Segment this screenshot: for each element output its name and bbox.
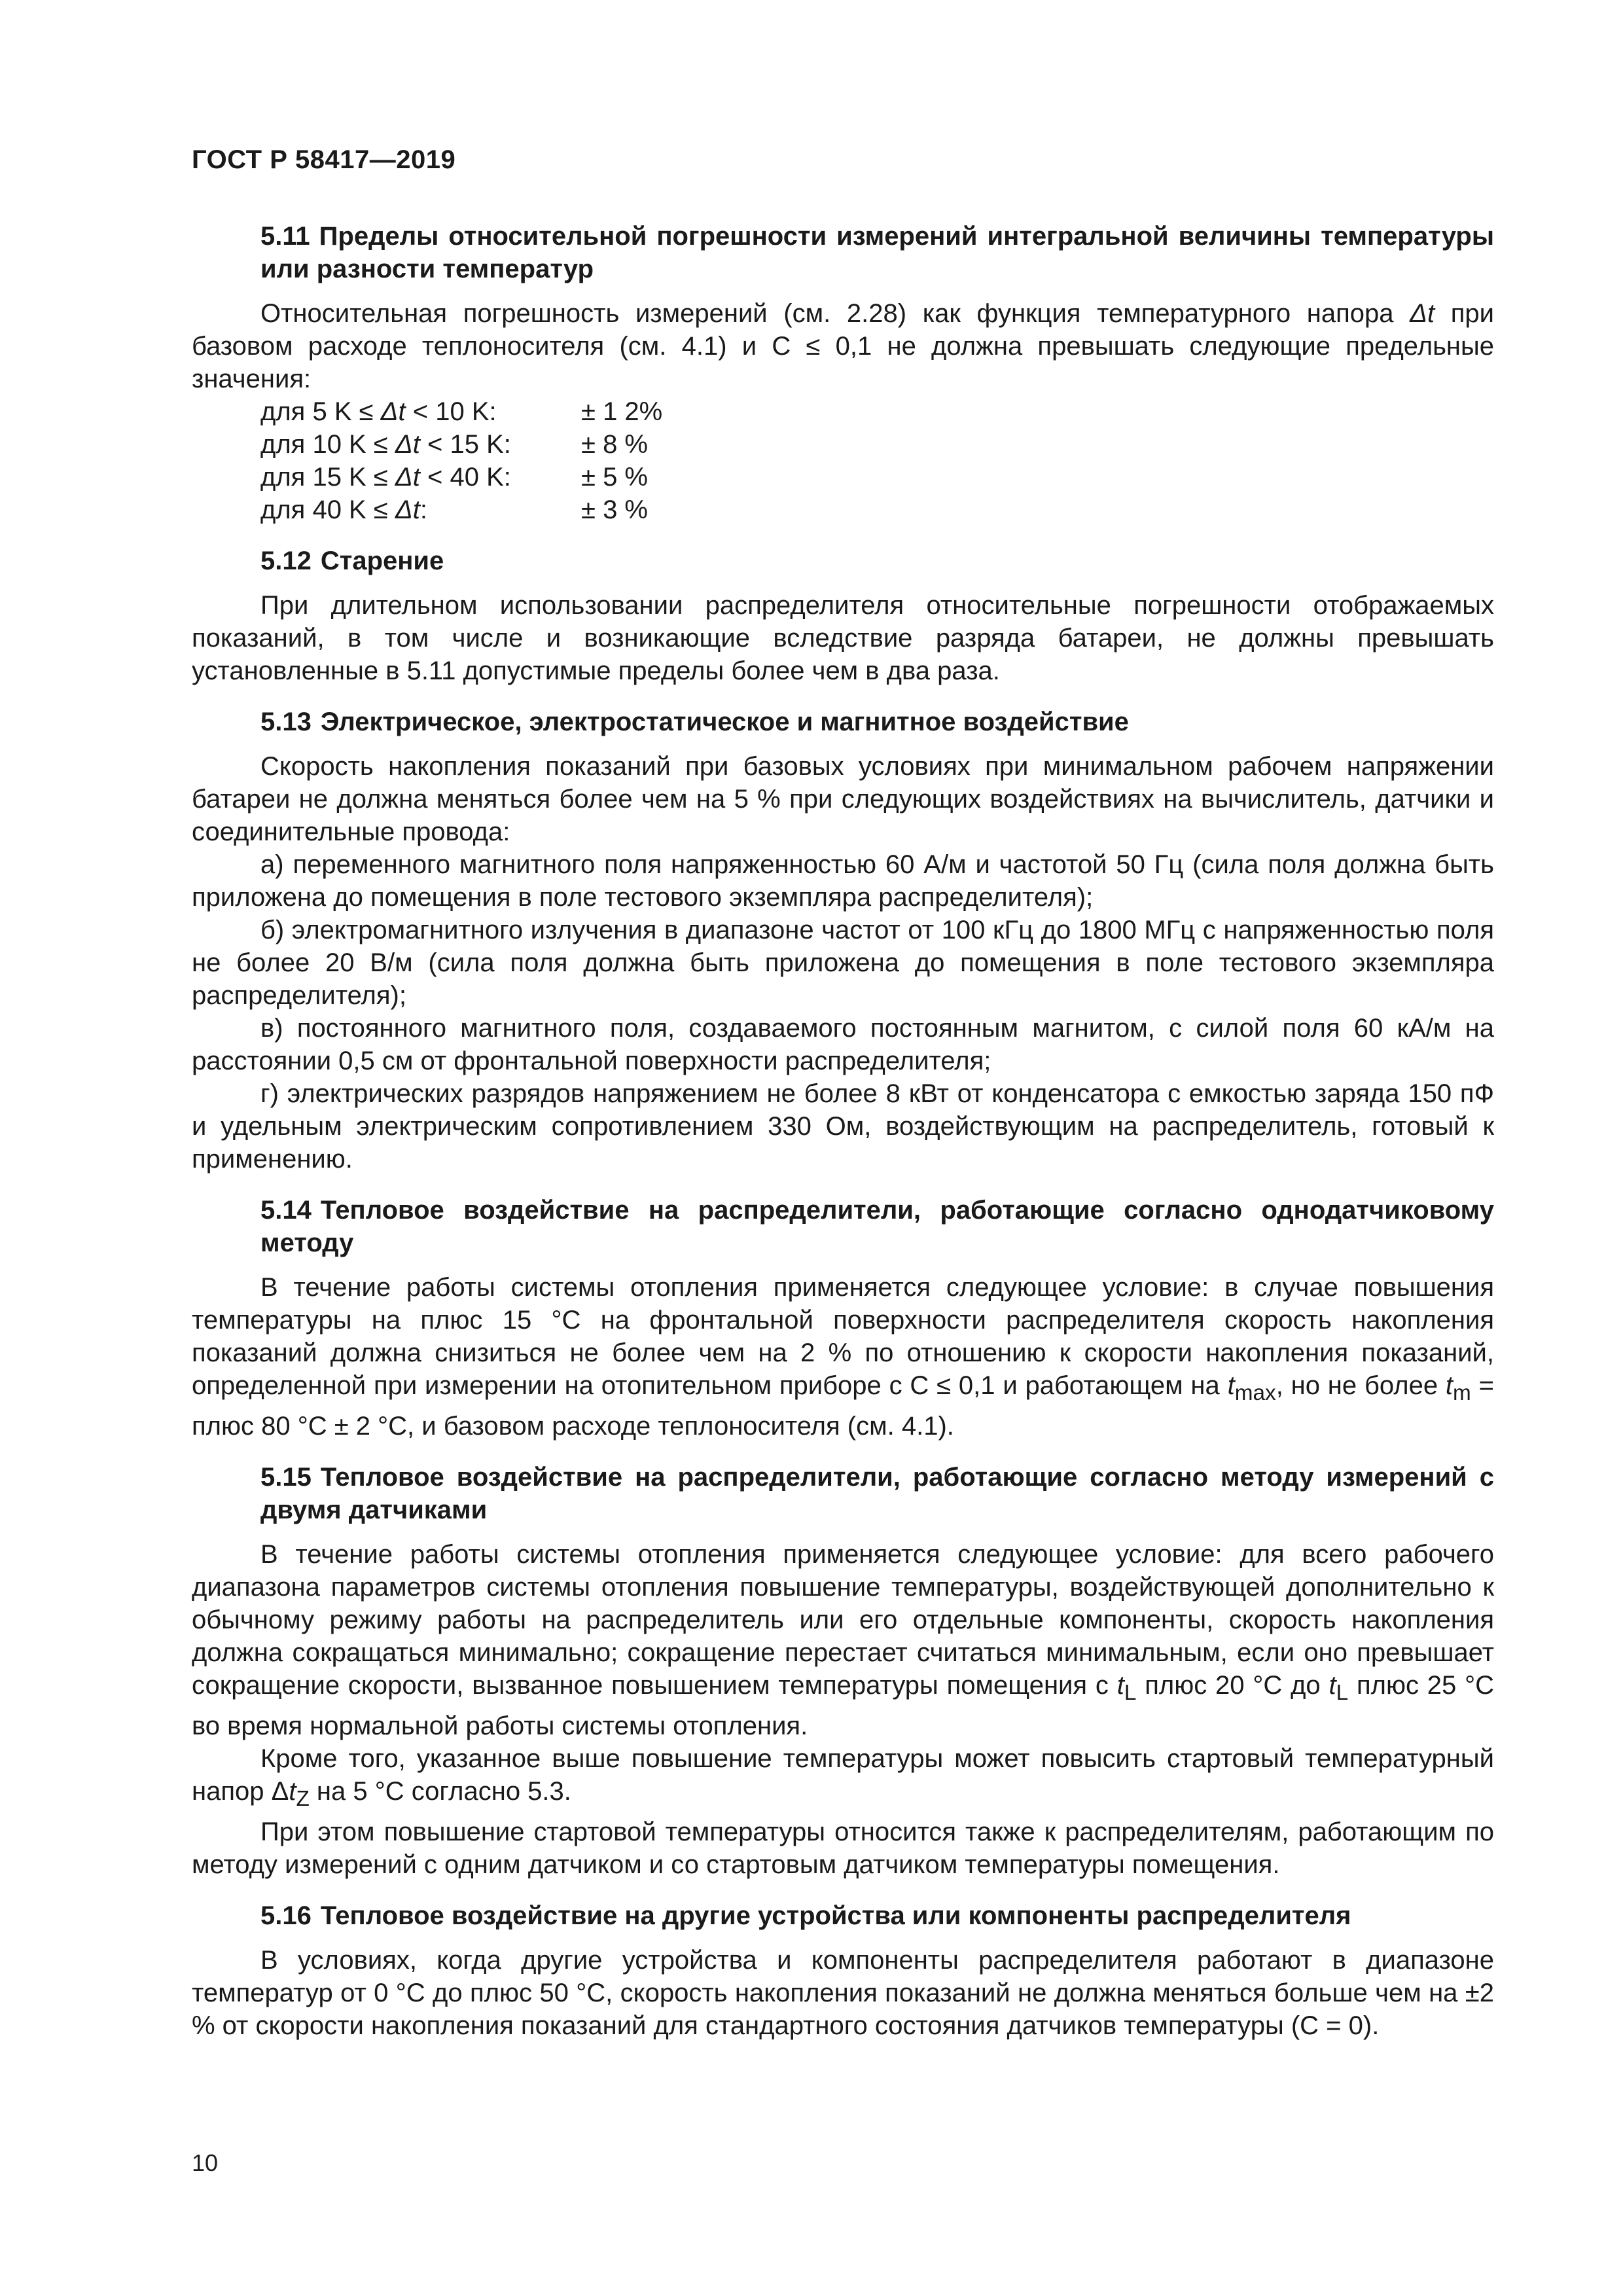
list-item-d: г) электрических разрядов напряжением не более 8 кВт от конденсатора с емкостью заряда 150 пФ и удельным электрическим сопротивлением 330 Ом, воздействующим на распределитель, готовый к применению. bbox=[192, 1079, 1494, 1174]
paragraph: В условиях, когда другие устройства и компоненты распределителя работают в диапазоне температур от 0 °C до плюс 50 °C, скорость накопления показаний не должна меняться больше чем на ±2 % от скорости накопления показаний для стандартного состояния датчиков температуры (C = 0). bbox=[192, 1946, 1494, 2040]
section-number: 5.15 bbox=[260, 1463, 312, 1492]
text-run: Относительная погрешность измерений (см. 2.28) как функция температурного напора bbox=[260, 299, 1410, 328]
section-title: Тепловое воздействие на другие устройства или компоненты распределителя bbox=[320, 1901, 1351, 1930]
section-heading-5-16 bbox=[192, 1899, 1494, 1932]
section-title: Электрическое, электростатическое и магнитное воздействие bbox=[320, 708, 1129, 736]
limit-value: ± 1 2% bbox=[581, 397, 663, 426]
limit-condition: для 15 K ≤ Δt < 40 K: bbox=[260, 463, 511, 492]
section-title: Старение bbox=[320, 547, 444, 575]
page-number: 10 bbox=[192, 2149, 219, 2176]
document-body bbox=[192, 220, 1494, 2042]
paragraph: В течение работы системы отопления применяется следующее условие: в случае повышения температуры на плюс 15 °C на фронтальной поверхности распределителя скорость накопления показаний должна снизиться не более чем на 2 % по отношению к скорости накопления показаний, определенной при измерении на отопительном приборе с C ≤ 0,1 и работающем на $t_{max}$, но не более $t_m$ = плюс 80 °C ± 2 °C, и базовом расходе теплоносителя (см. 4.1). bbox=[192, 1273, 1494, 1441]
section-heading-5-12 bbox=[192, 545, 1494, 577]
paragraph: Скорость накопления показаний при базовых условиях при минимальном рабочем напряжении батареи не должна меняться более чем на 5 % при следующих воздействиях на вычислитель, датчики и соединительные провода: bbox=[192, 752, 1494, 846]
document-header: ГОСТ Р 58417—2019 bbox=[192, 145, 456, 174]
text-run: при базовом расходе теплоносителя (см. 4.1) и C ≤ 0,1 не должна превышать следующие предельные значения: bbox=[192, 299, 1494, 393]
paragraph: В течение работы системы отопления применяется следующее условие: для всего рабочего диапазона параметров системы отопления повышение температуры, воздействующей дополнительно к обычному режиму работы на распределитель или его отдельные компоненты, скорость накопления должна сокращаться минимально; сокращение перестает считаться минимальным, если оно превышает сокращение скорости, вызванное повышением температуры помещения с $t_L$ плюс 20 °C до $t_L$ плюс 25 °C во время нормальной работы системы отопления. bbox=[192, 1540, 1495, 1740]
section-number: 5.14 bbox=[260, 1196, 312, 1225]
section-heading-5-11 bbox=[192, 220, 1494, 285]
paragraph: При этом повышение стартовой температуры относится также к распределителям, работающим по методу измерений с одним датчиком и со стартовым датчиком температуры помещения. bbox=[192, 1818, 1494, 1879]
list-item-c: в) постоянного магнитного поля, создаваемого постоянным магнитом, с силой поля 60 кА/м на расстоянии 0,5 см от фронтальной поверхности распределителя; bbox=[192, 1014, 1494, 1075]
limits-row bbox=[260, 428, 1494, 461]
section-number: 5.11 bbox=[260, 222, 310, 251]
limit-condition: для 5 K ≤ Δt < 10 K: bbox=[260, 397, 497, 426]
paragraph bbox=[192, 297, 1494, 395]
paragraph: При длительном использовании распределителя относительные погрешности отображаемых показаний, в том числе и возникающие вследствие разряда батареи, не должны превышать установленные в 5.11 допустимые пределы более чем в два раза. bbox=[192, 591, 1494, 685]
paragraph: Кроме того, указанное выше повышение температуры может повысить стартовый температурный напор $\Delta t_Z$ на 5 °C согласно 5.3. bbox=[192, 1744, 1494, 1811]
list-item-a: а) переменного магнитного поля напряженностью 60 А/м и частотой 50 Гц (сила поля должна быть приложена до помещения в поле тестового экземпляра распределителя); bbox=[192, 850, 1494, 912]
limit-condition: для 10 K ≤ Δt < 15 K: bbox=[260, 430, 511, 459]
limits-list bbox=[192, 395, 1494, 526]
section-heading-5-15 bbox=[192, 1461, 1494, 1526]
section-heading-5-13 bbox=[192, 706, 1494, 738]
limit-value: ± 8 % bbox=[581, 430, 648, 459]
section-number: 5.16 bbox=[260, 1901, 312, 1930]
limit-value: ± 5 % bbox=[581, 463, 648, 492]
limits-row bbox=[260, 493, 1494, 526]
delta-t-symbol: Δt bbox=[1410, 299, 1435, 328]
limits-row bbox=[260, 395, 1494, 428]
section-number: 5.12 bbox=[260, 547, 312, 575]
list-item-b: б) электромагнитного излучения в диапазоне частот от 100 кГц до 1800 МГц с напряженностью поля не более 20 В/м (сила поля должна быть приложена до помещения в поле тестового экземпляра распределителя); bbox=[192, 916, 1494, 1010]
section-number: 5.13 bbox=[260, 708, 312, 736]
section-title: Пределы относительной погрешности измерений интегральной величины температуры или разности температур bbox=[260, 222, 1494, 283]
section-title: Тепловое воздействие на распределители, работающие согласно методу измерений с двумя датчиками bbox=[260, 1463, 1494, 1524]
section-title: Тепловое воздействие на распределители, работающие согласно однодатчиковому методу bbox=[260, 1196, 1494, 1257]
limits-row bbox=[260, 461, 1494, 493]
section-heading-5-14 bbox=[192, 1194, 1494, 1259]
limit-condition: для 40 K ≤ Δt: bbox=[260, 495, 427, 524]
limit-value: ± 3 % bbox=[581, 495, 648, 524]
